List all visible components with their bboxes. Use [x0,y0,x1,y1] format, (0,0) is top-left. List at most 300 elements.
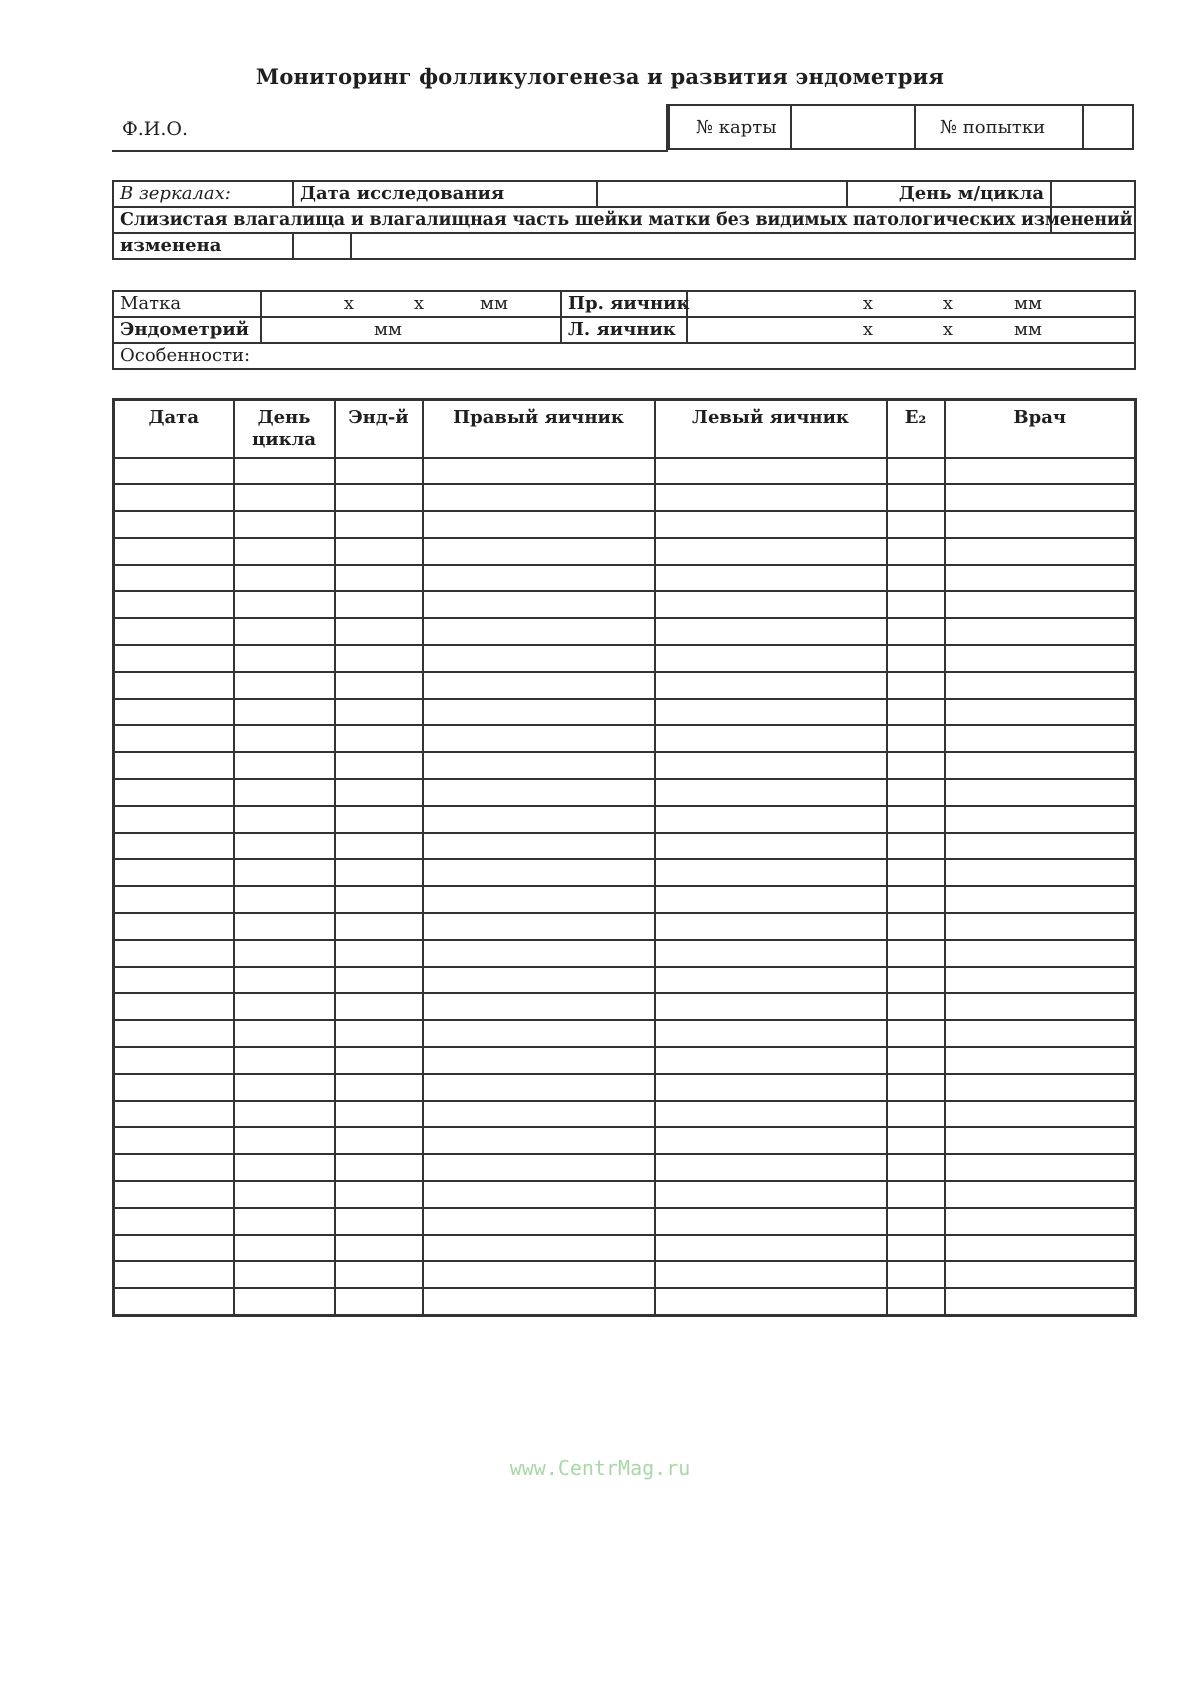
table-row [114,645,1136,672]
cell-date[interactable] [114,591,234,618]
cell-cycle-day[interactable] [234,591,335,618]
left-ovary-size-field[interactable] [687,317,1135,343]
cell-date[interactable] [114,1235,234,1262]
cell-endo[interactable] [335,1288,423,1315]
col-endo-header: Энд-й [335,400,423,458]
col-doctor-header: Врач [945,400,1136,458]
col-cycle-day-header [234,400,335,458]
cell-e2[interactable] [887,618,945,645]
cell-left-ovary[interactable] [655,940,887,967]
left-ovary-mm: мм [1013,319,1042,340]
cell-e2[interactable] [887,752,945,779]
cell-doctor[interactable] [945,779,1136,806]
table-row [114,806,1136,833]
cell-left-ovary[interactable] [655,1288,887,1315]
cell-right-ovary[interactable] [423,752,655,779]
cell-doctor[interactable] [945,511,1136,538]
cell-right-ovary[interactable] [423,1208,655,1235]
cell-date[interactable] [114,940,234,967]
cell-left-ovary[interactable] [655,618,887,645]
table-row [114,1020,1136,1047]
cell-left-ovary[interactable] [655,967,887,994]
cell-left-ovary[interactable] [655,1127,887,1154]
cell-doctor[interactable] [945,565,1136,592]
cell-e2[interactable] [887,484,945,511]
cell-cycle-day[interactable] [234,1235,335,1262]
cell-endo[interactable] [335,591,423,618]
cell-date[interactable] [114,859,234,886]
cell-doctor[interactable] [945,1047,1136,1074]
table-row [114,538,1136,565]
cell-left-ovary[interactable] [655,913,887,940]
cell-doctor[interactable] [945,1235,1136,1262]
cell-doctor[interactable] [945,538,1136,565]
cell-doctor[interactable] [945,458,1136,485]
cell-date[interactable] [114,511,234,538]
organs-row-3 [113,343,1135,369]
card-number-label: № карты [696,117,777,138]
cell-right-ovary[interactable] [423,484,655,511]
right-ovary-label: Пр. яичник [561,291,687,317]
exam-date-label: Дата исследования [293,181,597,207]
cell-right-ovary[interactable] [423,833,655,860]
cell-right-ovary[interactable] [423,699,655,726]
cell-e2[interactable] [887,806,945,833]
table-row [114,591,1136,618]
cell-doctor[interactable] [945,993,1136,1020]
table-row [114,752,1136,779]
cell-cycle-day[interactable] [234,1261,335,1288]
endometrium-size-field[interactable] [261,317,561,343]
cell-e2[interactable] [887,1181,945,1208]
cell-right-ovary[interactable] [423,565,655,592]
organs-row-1 [113,291,1135,317]
cell-endo[interactable] [335,645,423,672]
cell-left-ovary[interactable] [655,806,887,833]
right-ovary-size-field[interactable] [687,291,1135,317]
cell-e2[interactable] [887,1261,945,1288]
cell-doctor[interactable] [945,1074,1136,1101]
cell-endo[interactable] [335,752,423,779]
table-row [114,779,1136,806]
attempt-number-field[interactable] [1084,106,1132,148]
cell-right-ovary[interactable] [423,618,655,645]
cell-endo[interactable] [335,967,423,994]
changed-description-field[interactable] [351,233,1135,259]
cell-left-ovary[interactable] [655,1208,887,1235]
cell-cycle-day[interactable] [234,752,335,779]
table-row [114,1047,1136,1074]
card-attempt-box [666,104,1134,150]
cell-date[interactable] [114,913,234,940]
cell-endo[interactable] [335,699,423,726]
cell-left-ovary[interactable] [655,752,887,779]
cell-endo[interactable] [335,940,423,967]
cell-cycle-day[interactable] [234,1074,335,1101]
cell-left-ovary[interactable] [655,538,887,565]
cell-date[interactable] [114,1127,234,1154]
cell-cycle-day[interactable] [234,672,335,699]
cell-right-ovary[interactable] [423,779,655,806]
cell-right-ovary[interactable] [423,913,655,940]
cell-date[interactable] [114,538,234,565]
cell-doctor[interactable] [945,967,1136,994]
cell-e2[interactable] [887,1101,945,1128]
table-row [114,1208,1136,1235]
cell-doctor[interactable] [945,725,1136,752]
cell-e2[interactable] [887,779,945,806]
cell-e2[interactable] [887,672,945,699]
exam-date-field[interactable] [597,181,847,207]
cell-cycle-day[interactable] [234,913,335,940]
cell-date[interactable] [114,1208,234,1235]
col-cycle-day-header-line1: День [257,407,311,428]
cell-date[interactable] [114,618,234,645]
cell-left-ovary[interactable] [655,1261,887,1288]
col-date-header: Дата [114,400,234,458]
cell-date[interactable] [114,779,234,806]
cell-left-ovary[interactable] [655,1101,887,1128]
table-row [114,1235,1136,1262]
features-field[interactable] [113,343,1135,369]
cell-endo[interactable] [335,511,423,538]
cell-left-ovary[interactable] [655,484,887,511]
cell-right-ovary[interactable] [423,967,655,994]
table-row [114,511,1136,538]
cell-e2[interactable] [887,565,945,592]
cell-date[interactable] [114,1020,234,1047]
attempt-number-label: № попытки [940,117,1046,138]
fio-label: Ф.И.О. [122,118,189,140]
table-row [114,913,1136,940]
table-row [114,672,1136,699]
table-row [114,886,1136,913]
cell-doctor[interactable] [945,806,1136,833]
table-row [114,967,1136,994]
changed-checkbox[interactable] [293,233,351,259]
card-number-field[interactable] [792,106,914,148]
cell-date[interactable] [114,645,234,672]
uterus-x2: х [413,293,425,314]
cell-cycle-day[interactable] [234,618,335,645]
cell-doctor[interactable] [945,1288,1136,1315]
cell-endo[interactable] [335,833,423,860]
cell-e2[interactable] [887,1154,945,1181]
in-mirrors-label: В зеркалах: [113,181,293,207]
cell-date[interactable] [114,1101,234,1128]
cell-date[interactable] [114,1047,234,1074]
cell-right-ovary[interactable] [423,1235,655,1262]
cell-doctor[interactable] [945,1208,1136,1235]
cell-endo[interactable] [335,913,423,940]
cell-date[interactable] [114,1154,234,1181]
cell-e2[interactable] [887,940,945,967]
cell-cycle-day[interactable] [234,1127,335,1154]
cell-e2[interactable] [887,1127,945,1154]
cell-endo[interactable] [335,1127,423,1154]
cell-endo[interactable] [335,618,423,645]
cell-cycle-day[interactable] [234,725,335,752]
cell-left-ovary[interactable] [655,672,887,699]
cell-endo[interactable] [335,1235,423,1262]
cell-doctor[interactable] [945,484,1136,511]
cell-cycle-day[interactable] [234,1101,335,1128]
cell-date[interactable] [114,565,234,592]
cell-date[interactable] [114,484,234,511]
cell-right-ovary[interactable] [423,886,655,913]
table-row [114,940,1136,967]
table-row [114,859,1136,886]
cell-right-ovary[interactable] [423,1261,655,1288]
cell-right-ovary[interactable] [423,1020,655,1047]
cell-doctor[interactable] [945,886,1136,913]
cell-endo[interactable] [335,1101,423,1128]
cell-date[interactable] [114,886,234,913]
cell-e2[interactable] [887,458,945,485]
cell-cycle-day[interactable] [234,859,335,886]
cell-doctor[interactable] [945,1020,1136,1047]
cell-left-ovary[interactable] [655,645,887,672]
cell-endo[interactable] [335,1261,423,1288]
cell-e2[interactable] [887,699,945,726]
cell-e2[interactable] [887,1235,945,1262]
cell-left-ovary[interactable] [655,1235,887,1262]
cell-right-ovary[interactable] [423,806,655,833]
cell-right-ovary[interactable] [423,940,655,967]
cell-left-ovary[interactable] [655,1074,887,1101]
cell-date[interactable] [114,806,234,833]
left-ovary-x1: х [862,319,874,340]
uterus-label: Матка [113,291,261,317]
table-row [114,458,1136,485]
cell-e2[interactable] [887,833,945,860]
cell-left-ovary[interactable] [655,511,887,538]
cell-doctor[interactable] [945,699,1136,726]
cell-right-ovary[interactable] [423,1288,655,1315]
organs-table [112,290,1136,370]
cell-left-ovary[interactable] [655,859,887,886]
right-ovary-mm: мм [1013,293,1042,314]
cell-e2[interactable] [887,538,945,565]
cell-cycle-day[interactable] [234,940,335,967]
uterus-size-field[interactable] [261,291,561,317]
cell-cycle-day[interactable] [234,833,335,860]
cell-e2[interactable] [887,511,945,538]
cell-endo[interactable] [335,993,423,1020]
cell-doctor[interactable] [945,645,1136,672]
table-row [114,993,1136,1020]
cell-doctor[interactable] [945,1181,1136,1208]
cell-right-ovary[interactable] [423,1047,655,1074]
cell-left-ovary[interactable] [655,458,887,485]
cell-doctor[interactable] [945,752,1136,779]
cell-e2[interactable] [887,859,945,886]
cell-cycle-day[interactable] [234,1020,335,1047]
right-ovary-x2: х [942,293,954,314]
cell-endo[interactable] [335,806,423,833]
cell-date[interactable] [114,1288,234,1315]
page-title: Мониторинг фолликулогенеза и развития эндометрия [255,64,945,89]
cell-date[interactable] [114,1261,234,1288]
cell-cycle-day[interactable] [234,484,335,511]
cell-right-ovary[interactable] [423,645,655,672]
table-row [114,1181,1136,1208]
cell-doctor[interactable] [945,859,1136,886]
cell-left-ovary[interactable] [655,1047,887,1074]
cell-doctor[interactable] [945,913,1136,940]
cell-right-ovary[interactable] [423,511,655,538]
cell-cycle-day[interactable] [234,1181,335,1208]
cell-right-ovary[interactable] [423,1127,655,1154]
cell-date[interactable] [114,993,234,1020]
cell-endo[interactable] [335,1181,423,1208]
cell-endo[interactable] [335,1047,423,1074]
col-left-ovary-header: Левый яичник [655,400,887,458]
cell-left-ovary[interactable] [655,699,887,726]
cell-right-ovary[interactable] [423,1074,655,1101]
mirror-row-1 [113,181,1135,207]
cell-cycle-day[interactable] [234,699,335,726]
col-right-ovary-header: Правый яичник [423,400,655,458]
table-row [114,1074,1136,1101]
cell-cycle-day[interactable] [234,511,335,538]
cycle-day-field[interactable] [1051,181,1135,207]
table-row [114,833,1136,860]
table-row [114,1127,1136,1154]
endometrium-label: Эндометрий [113,317,261,343]
cell-doctor[interactable] [945,618,1136,645]
cell-date[interactable] [114,1181,234,1208]
cell-e2[interactable] [887,1047,945,1074]
cell-cycle-day[interactable] [234,967,335,994]
cell-endo[interactable] [335,458,423,485]
cell-date[interactable] [114,752,234,779]
cell-e2[interactable] [887,1208,945,1235]
cell-date[interactable] [114,458,234,485]
cell-date[interactable] [114,967,234,994]
cell-doctor[interactable] [945,1127,1136,1154]
cell-doctor[interactable] [945,1154,1136,1181]
fio-input-line[interactable] [112,150,668,152]
table-row [114,699,1136,726]
cell-e2[interactable] [887,591,945,618]
cell-right-ovary[interactable] [423,458,655,485]
cell-right-ovary[interactable] [423,1181,655,1208]
cell-right-ovary[interactable] [423,591,655,618]
cell-right-ovary[interactable] [423,725,655,752]
cell-e2[interactable] [887,1074,945,1101]
cell-right-ovary[interactable] [423,993,655,1020]
cell-doctor[interactable] [945,1261,1136,1288]
cell-e2[interactable] [887,725,945,752]
table-row [114,725,1136,752]
cell-date[interactable] [114,1074,234,1101]
cell-endo[interactable] [335,725,423,752]
cell-date[interactable] [114,833,234,860]
left-ovary-label: Л. яичник [561,317,687,343]
cell-e2[interactable] [887,1020,945,1047]
cell-right-ovary[interactable] [423,859,655,886]
cell-e2[interactable] [887,913,945,940]
cell-date[interactable] [114,725,234,752]
cell-left-ovary[interactable] [655,1154,887,1181]
cell-left-ovary[interactable] [655,591,887,618]
right-ovary-x1: х [862,293,874,314]
cell-cycle-day[interactable] [234,538,335,565]
mirror-exam-table [112,180,1136,260]
cell-left-ovary[interactable] [655,833,887,860]
cell-cycle-day[interactable] [234,806,335,833]
table-row [114,1261,1136,1288]
cell-endo[interactable] [335,1208,423,1235]
cell-doctor[interactable] [945,591,1136,618]
cell-right-ovary[interactable] [423,1101,655,1128]
cell-left-ovary[interactable] [655,1181,887,1208]
cell-left-ovary[interactable] [655,993,887,1020]
cell-endo[interactable] [335,859,423,886]
cell-endo[interactable] [335,1154,423,1181]
cell-cycle-day[interactable] [234,993,335,1020]
uterus-mm: мм [479,293,508,314]
cell-cycle-day[interactable] [234,1208,335,1235]
cell-cycle-day[interactable] [234,1154,335,1181]
cell-e2[interactable] [887,967,945,994]
changed-label: изменена [113,233,293,259]
table-row [114,1101,1136,1128]
cell-left-ovary[interactable] [655,565,887,592]
cell-e2[interactable] [887,886,945,913]
cell-right-ovary[interactable] [423,1154,655,1181]
cell-endo[interactable] [335,886,423,913]
mucosa-normal-text: Слизистая влагалища и влагалищная часть шейки матки без видимых патологических изменений [113,207,1051,233]
cell-endo[interactable] [335,779,423,806]
cell-cycle-day[interactable] [234,1047,335,1074]
cell-left-ovary[interactable] [655,1020,887,1047]
cell-cycle-day[interactable] [234,645,335,672]
cell-cycle-day[interactable] [234,886,335,913]
cell-doctor[interactable] [945,672,1136,699]
cell-e2[interactable] [887,1288,945,1315]
cell-endo[interactable] [335,1020,423,1047]
cell-endo[interactable] [335,484,423,511]
cell-endo[interactable] [335,672,423,699]
cell-left-ovary[interactable] [655,779,887,806]
cell-e2[interactable] [887,993,945,1020]
cell-left-ovary[interactable] [655,886,887,913]
cell-doctor[interactable] [945,1101,1136,1128]
cell-cycle-day[interactable] [234,1288,335,1315]
table-row [114,1154,1136,1181]
cell-cycle-day[interactable] [234,458,335,485]
cell-doctor[interactable] [945,833,1136,860]
watermark: www.CentrMag.ru [509,1456,691,1480]
cell-endo[interactable] [335,1074,423,1101]
cell-doctor[interactable] [945,940,1136,967]
monitoring-grid [112,398,1137,1317]
cell-endo[interactable] [335,565,423,592]
cell-cycle-day[interactable] [234,565,335,592]
cell-right-ovary[interactable] [423,538,655,565]
cell-date[interactable] [114,672,234,699]
cell-e2[interactable] [887,645,945,672]
cell-date[interactable] [114,699,234,726]
cell-endo[interactable] [335,538,423,565]
cell-cycle-day[interactable] [234,779,335,806]
cell-right-ovary[interactable] [423,672,655,699]
cell-left-ovary[interactable] [655,725,887,752]
col-e2-header: E₂ [887,400,945,458]
uterus-x1: х [343,293,355,314]
